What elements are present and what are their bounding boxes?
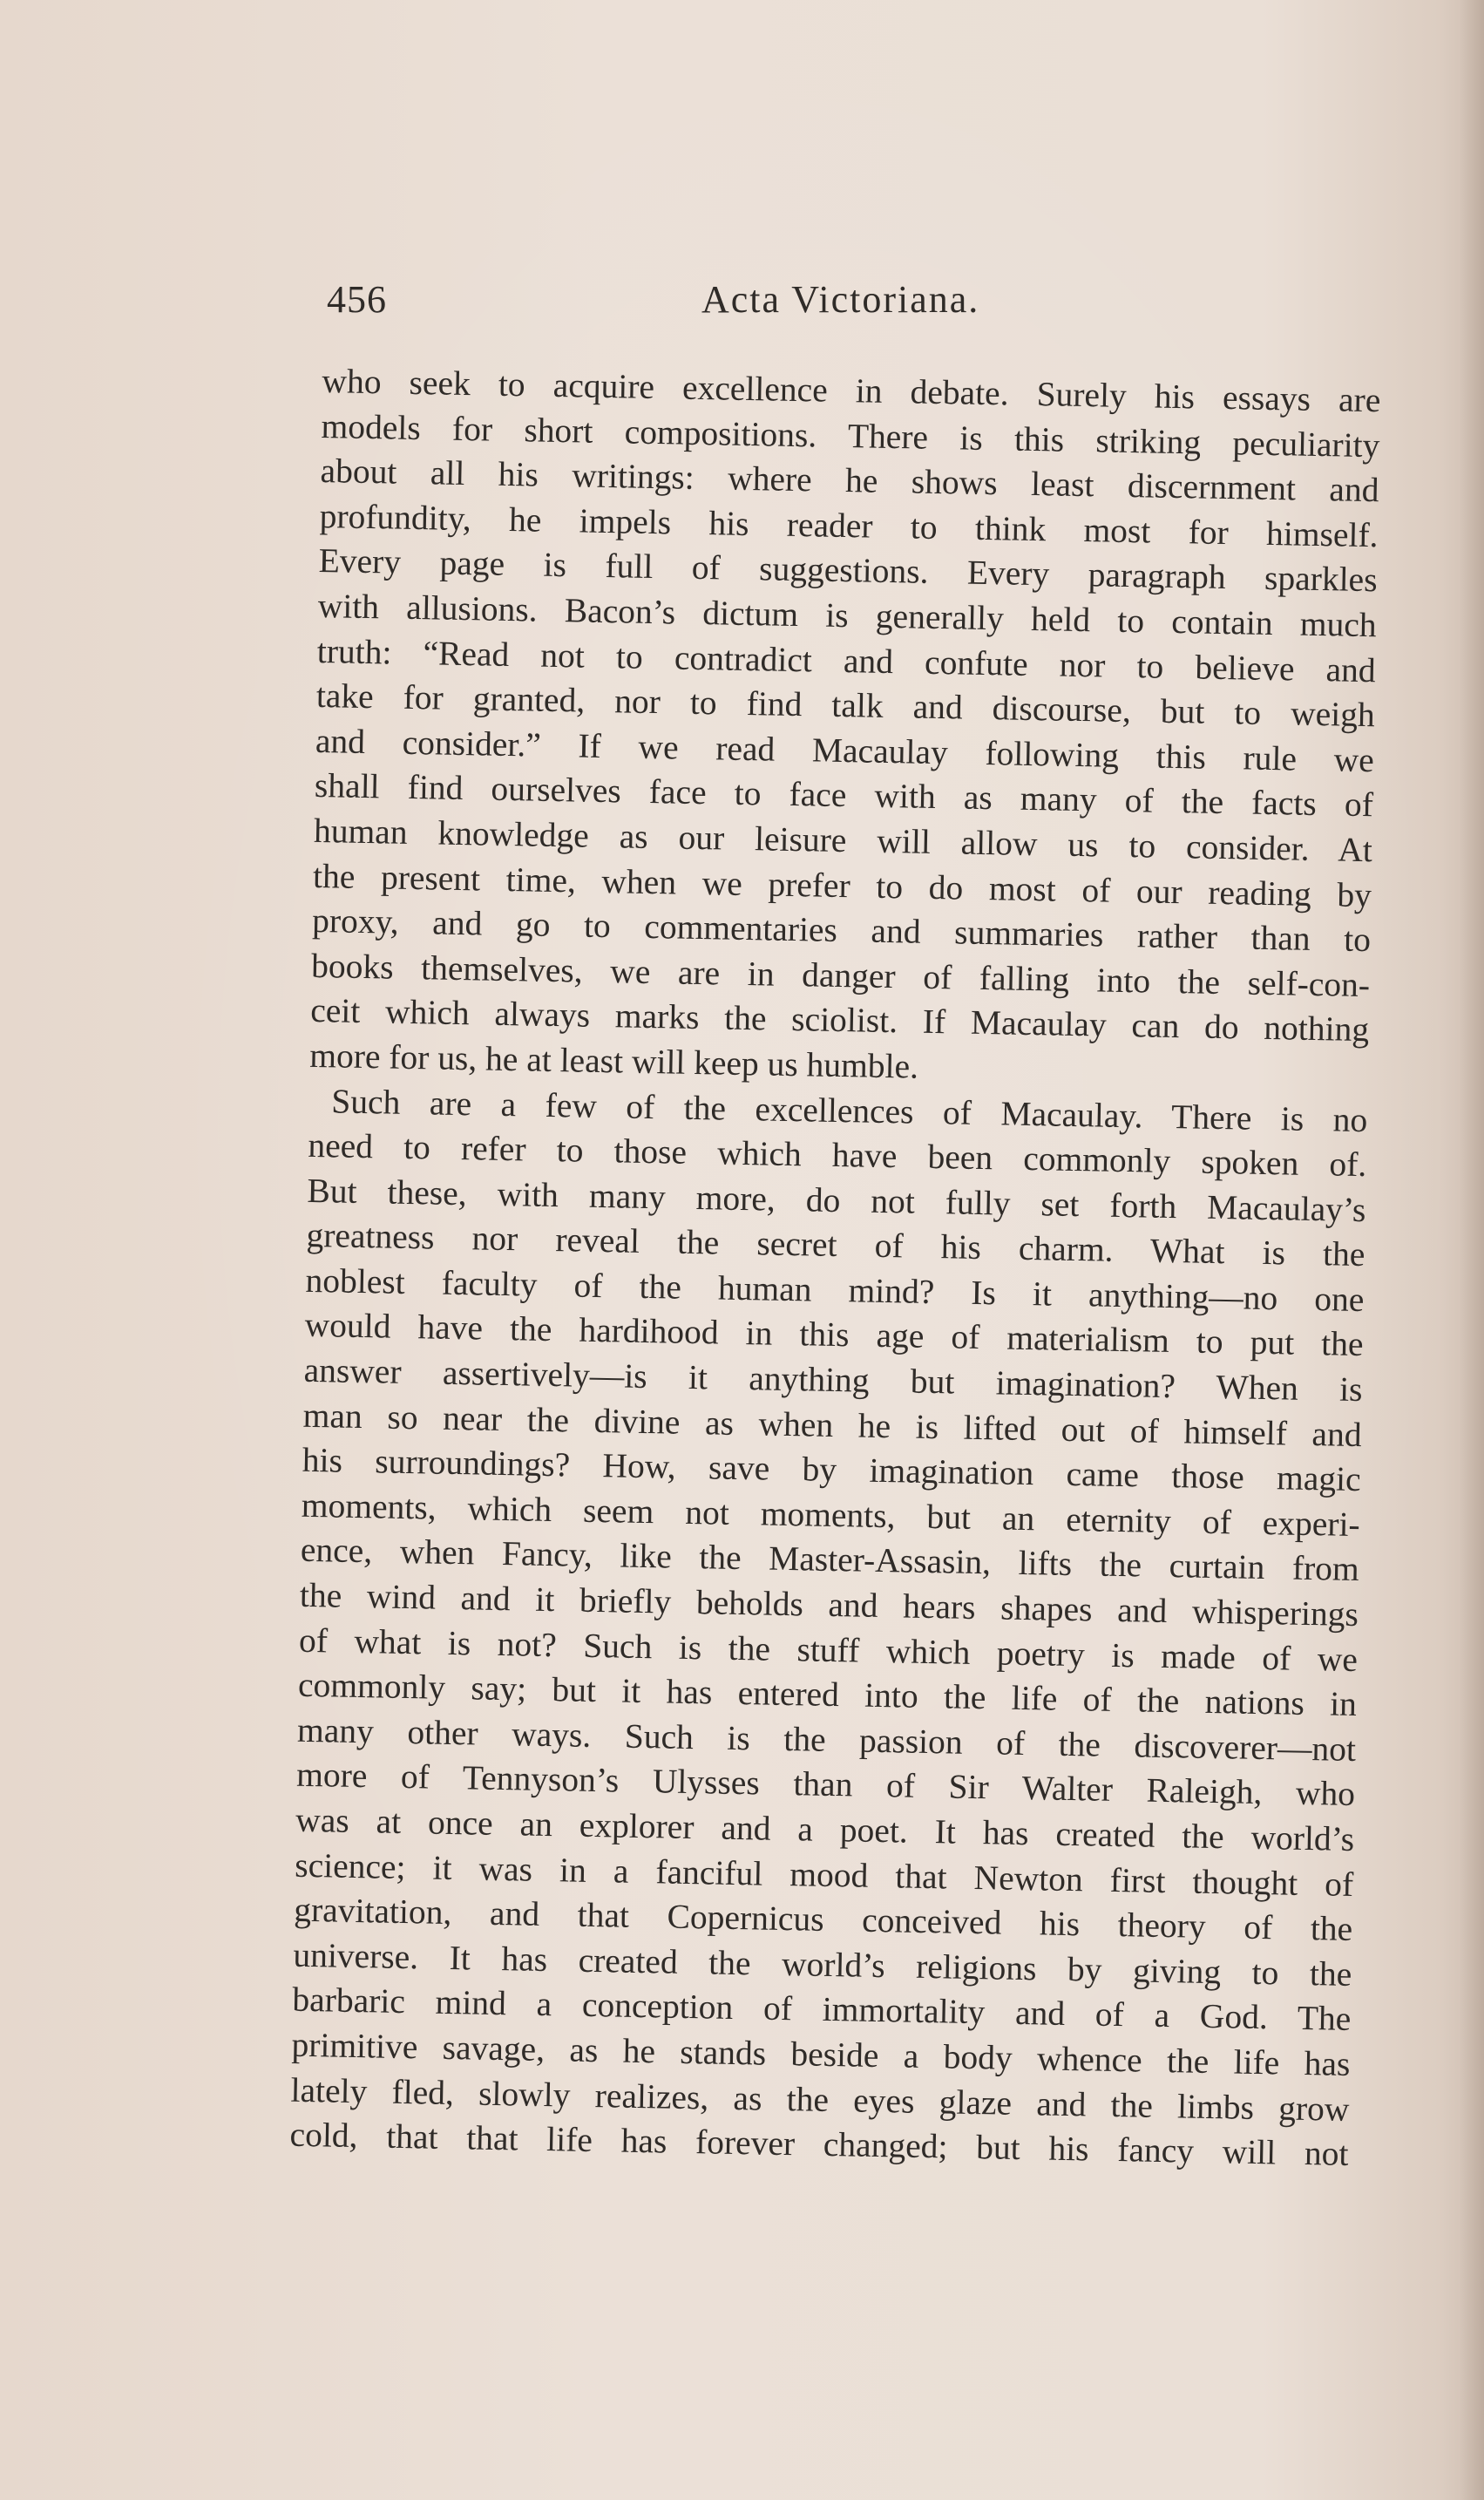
- paragraph-1: [309, 359, 1381, 1098]
- text-line: would have the hardihood in this age of materialism to put the: [304, 1306, 1364, 1364]
- text-line: the wind and it briefly beholds and hears shapes and whisperings: [299, 1575, 1359, 1634]
- journal-title: Acta Victoriana.: [701, 278, 980, 321]
- text-line: barbaric mind a conception of immortality and of a God. The: [292, 1980, 1352, 2039]
- text-line: man so near the divine as when he is lifted out of himself and: [302, 1396, 1362, 1454]
- running-header: [327, 277, 1381, 329]
- text-line: lately fled, slowly realizes, as the eyes glaze and the limbs grow: [290, 2070, 1350, 2129]
- text-line: and consider.” If we read Macaulay following this rule we: [315, 721, 1375, 779]
- text-line: science; it was in a fanciful mood that Newton first thought of: [294, 1845, 1354, 1904]
- text-line: human knowledge as our leisure will allow us to consider. At: [313, 811, 1373, 870]
- text-line: moments, which seem not moments, but an eternity of experi-: [301, 1485, 1361, 1544]
- text-line: more of Tennyson’s Ulysses than of Sir Walter Raleigh, who: [295, 1756, 1356, 1814]
- text-line: his surroundings? How, save by imagination came those magic: [302, 1441, 1362, 1499]
- text-line: need to refer to those which have been commonly spoken of.: [308, 1125, 1367, 1185]
- text-line: of what is not? Such is the stuff which poetry is made of we: [298, 1620, 1359, 1679]
- text-line: take for granted, nor to find talk and discourse, but to weigh: [315, 676, 1376, 735]
- text-line: cold, that that life has forever changed; but his fancy will not: [289, 2115, 1349, 2174]
- text-line: ceit which always marks the sciolist. If Macaulay can do nothing: [309, 991, 1370, 1050]
- text-line: about all his writings: where he shows least discernment and: [320, 452, 1379, 510]
- text-line: books themselves, we are in danger of falling into the self-con-: [310, 946, 1371, 1004]
- text-line: more for us, he at least will keep us humble.: [308, 1036, 919, 1086]
- page-number: 456: [327, 278, 387, 321]
- text-line: greatness nor reveal the secret of his charm. What is the: [306, 1216, 1365, 1274]
- text-line: truth: “Read not to contradict and confute nor to believe and: [316, 631, 1377, 690]
- text-line: Such are a few of the excellences of Macaulay. There is no: [331, 1081, 1368, 1139]
- text-line: who seek to acquire excellence in debate. Surely his essays are: [322, 361, 1381, 420]
- text-line: was at once an explorer and a poet. It has created the world’s: [295, 1800, 1355, 1858]
- text-line: profundity, he impels his reader to think most for himself.: [319, 496, 1379, 555]
- text-line: Every page is full of suggestions. Every paragraph sparkles: [318, 541, 1378, 600]
- body-text: [289, 359, 1381, 2177]
- text-line: proxy, and go to commentaries and summaries rather than to: [311, 901, 1372, 960]
- text-line: commonly say; but it has entered into the life of the nations in: [297, 1665, 1358, 1724]
- text-line: models for short compositions. There is this striking peculiarity: [321, 406, 1380, 465]
- text-line: ence, when Fancy, like the Master-Assasin, lifts the curtain from: [300, 1531, 1360, 1589]
- text-line: primitive savage, as he stands beside a body whence the life has: [291, 2025, 1351, 2083]
- text-line: the present time, when we prefer to do most of our reading by: [312, 856, 1372, 914]
- text-line: universe. It has created the world’s religions by giving to the: [293, 1935, 1352, 1994]
- text-line: many other ways. Such is the passion of the discoverer—not: [296, 1710, 1357, 1769]
- page-edge-shadow: [1460, 0, 1484, 2500]
- paragraph-2: [289, 1078, 1367, 2177]
- text-line: noblest faculty of the human mind? Is it anything—no one: [305, 1260, 1365, 1319]
- text-line: gravitation, and that Copernicus conceived his theory of the: [293, 1890, 1353, 1949]
- text-line: But these, with many more, do not fully set forth Macaulay’s: [307, 1171, 1366, 1229]
- text-line: shall find ourselves face to face with as many of the facts of: [314, 766, 1374, 825]
- text-line: with allusions. Bacon’s dictum is generally held to contain much: [317, 586, 1378, 645]
- text-line: answer assertively—is it anything but imagination? When is: [303, 1350, 1363, 1410]
